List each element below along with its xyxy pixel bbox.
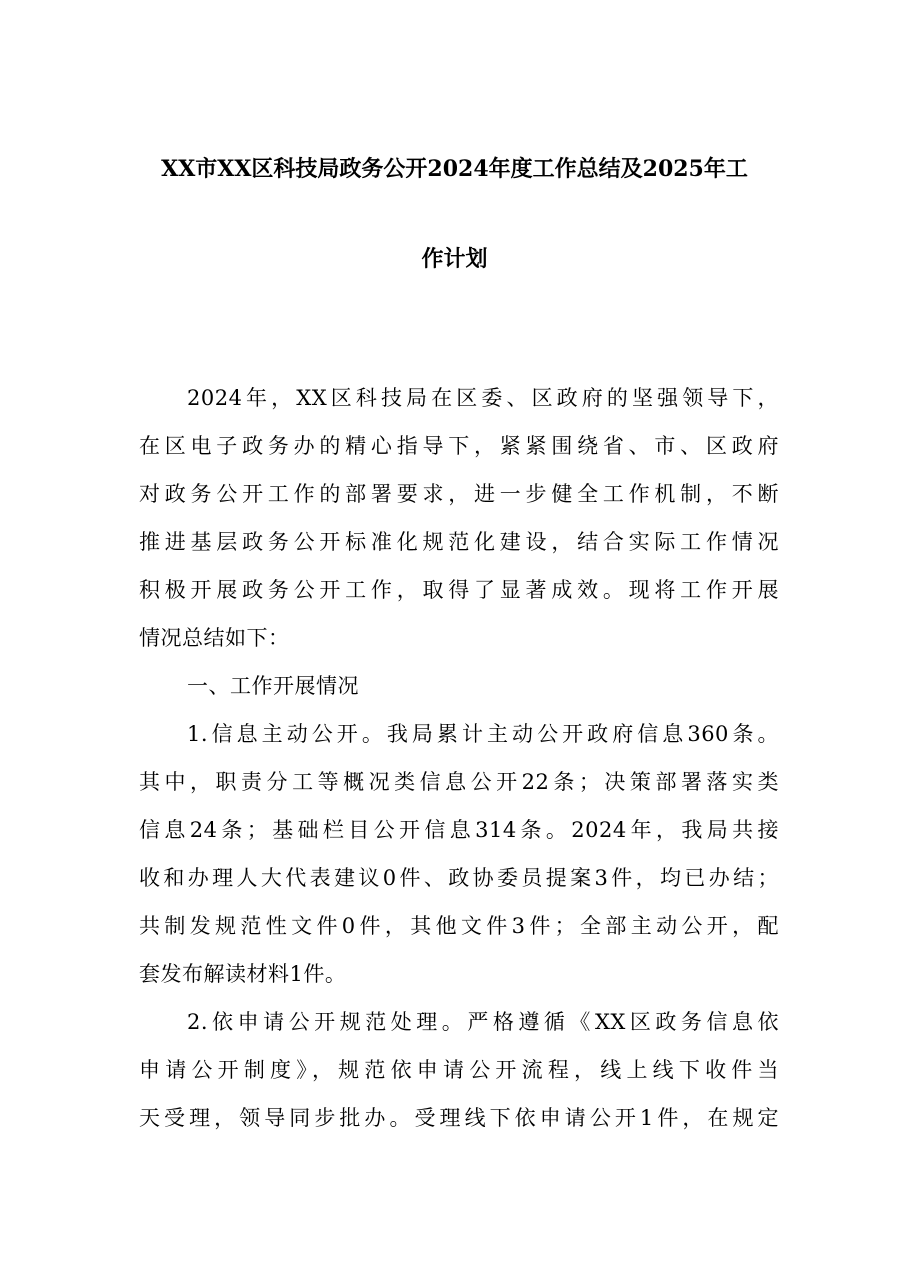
paragraph-line: 信息24条；基础栏目公开信息314条。2024年，我局共接 [139,818,779,842]
document-title-line-1: XX市XX区科技局政务公开2024年度工作总结及2025年工 [161,156,748,182]
paragraph-line: 1.信息主动公开。我局累计主动公开政府信息360条。 [187,722,779,746]
paragraph-line: 情况总结如下： [139,626,290,650]
paragraph-line: 对政务公开工作的部署要求，进一步健全工作机制，不断 [139,482,779,506]
paragraph-line: 其中，职责分工等概况类信息公开22条；决策部署落实类 [139,770,779,794]
paragraph-line: 在区电子政务办的精心指导下，紧紧围绕省、市、区政府 [139,434,779,458]
paragraph-line: 收和办理人大代表建议0件、政协委员提案3件，均已办结； [139,866,779,890]
paragraph-line: 共制发规范性文件0件，其他文件3件；全部主动公开，配 [139,914,779,938]
document-title-line-2: 作计划 [421,246,488,272]
paragraph-line: 推进基层政务公开标准化规范化建设，结合实际工作情况 [139,530,779,554]
paragraph-line: 套发布解读材料1件。 [139,962,347,986]
section-heading: 一、工作开展情况 [187,674,359,698]
paragraph-line: 2.依申请公开规范处理。严格遵循《XX区政务信息依 [187,1010,779,1034]
paragraph-line: 天受理，领导同步批办。受理线下依申请公开1件，在规定 [139,1106,779,1130]
paragraph-line: 积极开展政务公开工作，取得了显著成效。现将工作开展 [139,578,779,602]
paragraph-line: 申请公开制度》，规范依申请公开流程，线上线下收件当 [139,1058,779,1082]
paragraph-line: 2024年，XX区科技局在区委、区政府的坚强领导下， [187,386,779,410]
